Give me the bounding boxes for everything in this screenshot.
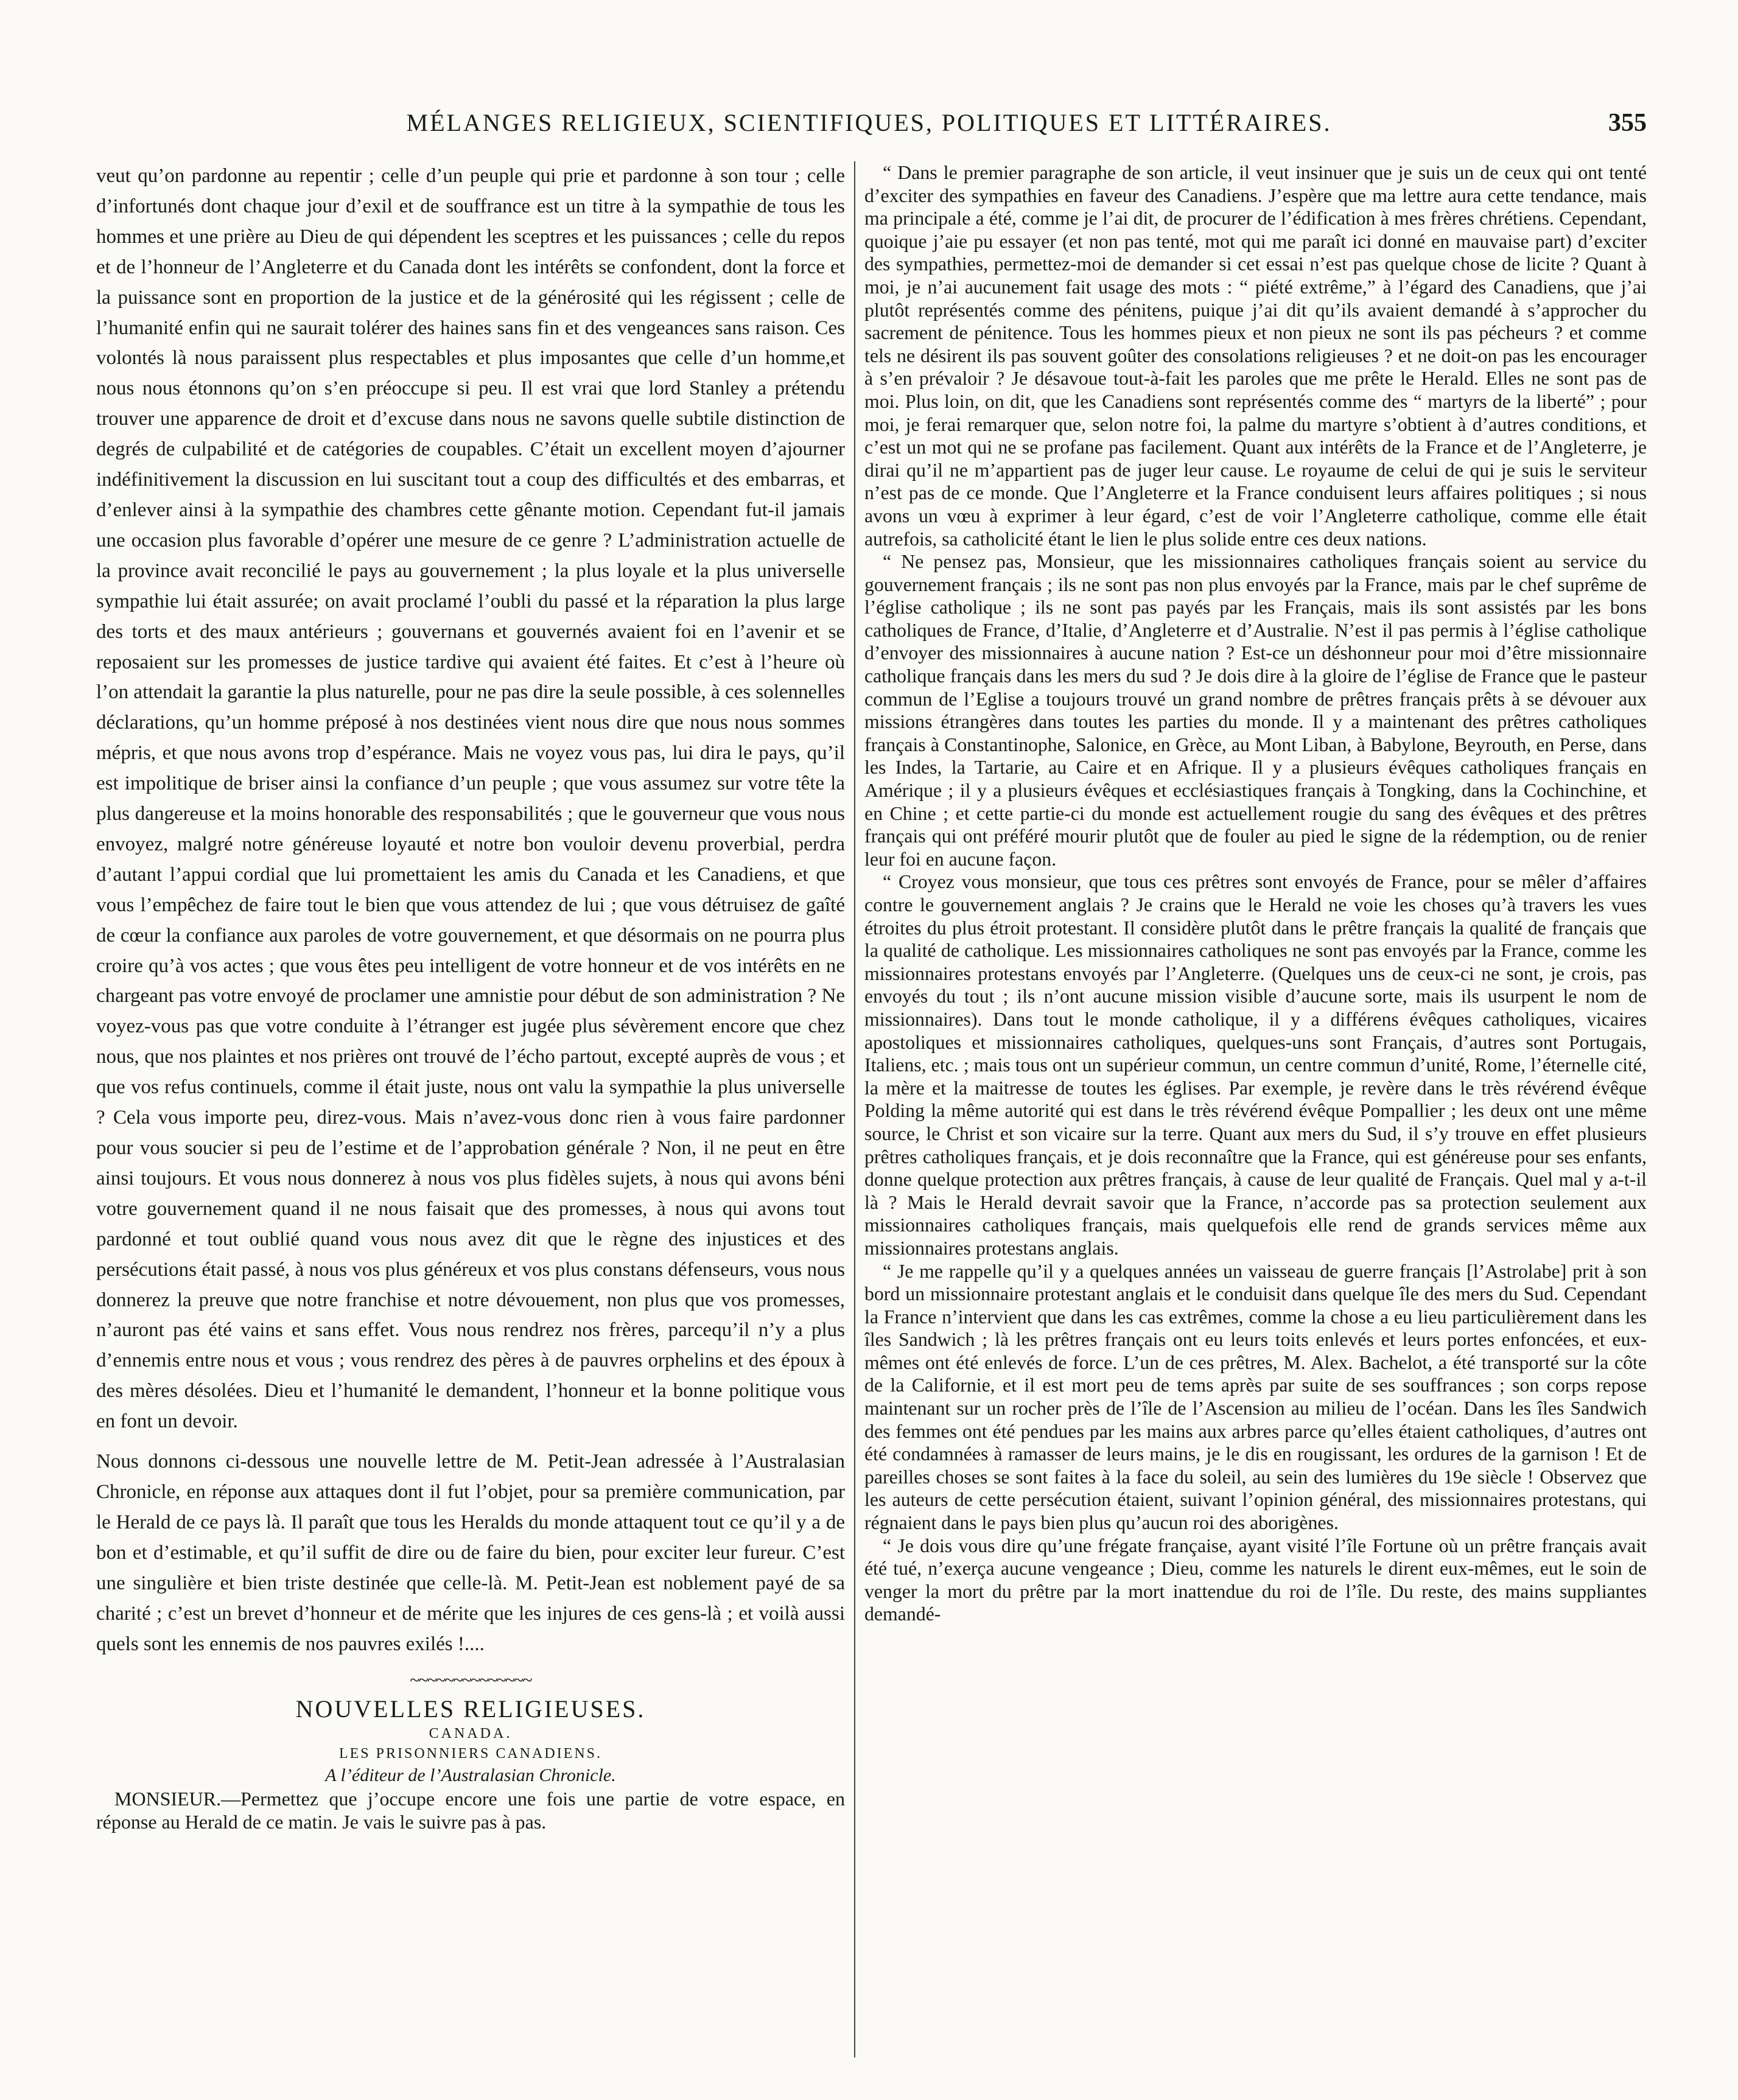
subtitle-topic: LES PRISONNIERS CANADIENS. [338,1746,603,1762]
ornamental-divider: ~~~~~~~~~~~~~~ [410,1670,531,1691]
subtitle-region: CANADA. [429,1726,513,1742]
subtitle-address: A l’éditeur de l’Australasian Chronicle. [325,1765,616,1786]
column-rule [854,161,855,2057]
letter-paragraph: “ Je dois vous dire qu’une frégate française, ayant visité l’île Fortune où un prêtre français avait été tué, n’exerça aucune vengeance ; Dieu, comme les naturels le dirent eux-mêmes, eut le soin de venger la mort du prêtre par la mort inattendue du roi de l’île. Du reste, des mains suppliantes demandé- [864,1535,1647,1625]
page-number: 355 [1608,109,1647,137]
page-header [91,108,1647,151]
letter-paragraph: “ Ne pensez pas, Monsieur, que les missionnaires catholiques français soient au service du gouvernement français ; ils ne sont pas non plus envoyés par la France, mais par le chef suprême de l’église catholique ; ils ne sont pas payés par les Français, mais ils sont assistés par les bons catholiques de France, d’Italie, d’Angleterre et d’Australie. N’est il pas permis à l’église catholique d’envoyer des missionnaires à aucune nation ? Est-ce un déshonneur pour moi d’être missionnaire catholique français dans les mers du sud ? Je dois dire à la gloire de l’église de France que le pasteur commun de l’Eglise a toujours trouvé un grand nombre de prêtres français prêts à se dévouer aux missions étrangères dans toutes les parties du monde. Il y a maintenant des prêtres catholiques français à Constantinophe, Salonice, en Grèce, au Mont Liban, à Babylone, Beyrouth, en Perse, dans les Indes, la Tartarie, au Caire et en Afrique. Il y a plusieurs évêques catholiques français en Amérique ; il y a plusieurs évêques et ecclésiastiques français à Tongking, dans la Cochinchine, et en Chine ; et cette partie-ci du monde est actuellement rougie du sang des évêques et des prêtres français qui ont préféré mourir plutôt que de fouler au pied le signe de la rédemption, ou de renier leur foi en aucune façon. [864,551,1647,870]
letter-paragraph: “ Je me rappelle qu’il y a quelques années un vaisseau de guerre français [l’Astrolabe] prit à son bord un missionnaire protestant anglais et le conduisit dans quelque île des mers du Sud. Cependant la France n’intervient que dans les cas extrêmes, comme la chose a eu lieu particulièrement dans les îles Sandwich ; là les prêtres français ont eu leurs toits enlevés et leurs portes enfoncées, et eux-mêmes ont été enlevés de force. L’un de ces prêtres, M. Alex. Bachelot, a été transporté sur la côte de la Californie, et il est mort peu de tems après par suite de ses souffrances ; son corps repose maintenant sur un rocher près de l’île de l’Ascension au milieu de l’océan. Dans les îles Sandwich des femmes ont été pendues par les mains aux arbres parce qu’elles étaient catholiques, d’autres ont été condamnées à ramasser de leurs mains, je le dis en rougissant, les ordures de la garnison ! Et de pareilles choses se sont faites à la face du soleil, au sein des lumières du 19e siècle ! Observez que les auteurs de cette persécution étaient, suivant l’opinion général, des missionnaires protestans, qui régnaient dans le pays bien plus qu’aucun roi des aborigènes. [864,1260,1647,1534]
letter-paragraph: “ Dans le premier paragraphe de son article, il veut insinuer que je suis un de ceux qui ont tenté d’exciter des sympathies en faveur des Canadiens. J’espère que ma lettre aura cette tendance, mais ma principale a été, comme je l’ai dit, de procurer de l’édification à mes frères chrétiens. Cependant, quoique j’aie pu essayer (et non pas tenté, mot qui me paraît ici donné en mauvaise part) d’exciter des sympathies, permettez-moi de demander si cet essai n’est pas quelque chose de licite ? Quant à moi, je n’ai aucunement fait usage des mots : “ piété extrême,” à l’égard des Canadiens, que j’ai plutôt représentés comme des pénitens, puique j’ai dit qu’ils avaient demandé à s’approcher du sacrement de pénitence. Tous les hommes pieux et non pieux ne sont ils pas pécheurs ? et comme tels ne désirent ils pas souvent goûter des consolations religieuses ? et ne doit-on pas les encourager à s’en prévaloir ? Je désavoue tout-à-fait les paroles que me prête le Herald. Elles ne sont pas de moi. Plus loin, on dit, que les Canadiens sont représentés comme des “ martyrs de la liberté” ; pour moi, je ferai remarquer que, selon notre foi, la palme du martyre s’obtient à d’autres conditions, et c’est un mot qui ne se profane pas facilement. Quant aux intérêts de la France et de l’Angleterre, je dirai qu’il ne m’appartient pas de juger leur cause. Le royaume de celui de qui je suis le serviteur n’est pas de ce monde. Que l’Angleterre et la France conduisent leurs affaires politiques ; si nous avons un vœu à exprimer à leur égard, c’est de voir l’Angleterre catholique, comme elle était autrefois, sa catholicité étant le lien le plus solide entre ces deux nations. [864,162,1647,550]
right-column [864,161,1647,2057]
letter-start: —Permettez que j’occupe encore une fois une partie de votre espace, en réponse au Herald de ce matin. Je vais le suivre pas à pas. [96,1788,845,1833]
left-text-block [96,161,845,1659]
running-title: MÉLANGES RELIGIEUX, SCIENTIFIQUES, POLITIQUES ET LITTÉRAIRES. [406,109,1332,136]
letter-opening [96,1787,845,1833]
left-column [96,161,845,2057]
columns [96,161,1647,2057]
right-text-block [864,161,1647,1626]
intro-paragraph: Nous donnons ci-dessous une nouvelle lettre de M. Petit-Jean adressée à l’Australasian Chronicle, en réponse aux attaques dont il fut l’objet, pour sa première communication, par le Herald de ce pays là. Il paraît que tous les Heralds du monde attaquent tout ce qu’il y a de bon et d’estimable, et qu’il suffit de dire ou de faire du bien, pour exciter leur fureur. C’est une singulière et bien triste destinée que celle-là. M. Petit-Jean est noblement payé de sa charité ; c’est un brevet d’honneur et de mérite que les injures de ces gens-là ; et voilà aussi quels sont les ennemis de nos pauvres exilés !.... [96,1451,845,1655]
section-title: NOUVELLES RELIGIEUSES. [295,1695,646,1723]
letter-salutation: MONSIEUR. [114,1788,222,1810]
editorial-paragraph: veut qu’on pardonne au repentir ; celle d’un peuple qui prie et pardonne à son tour ; celle d’infortunés dont chaque jour d’exil et de souffrance est un titre à la sympathie de tous les hommes et une prière au Dieu de qui dépendent les sceptres et les puissances ; celle du repos et de l’honneur de l’Angleterre et du Canada dont les intérêts se confondent, dont la force et la puissance sont en proportion de la justice et de la générosité qui les régissent ; celle de l’humanité enfin qui ne saurait tolérer des haines sans fin et des vengeances sans raison. Ces volontés là nous paraissent plus respectables et plus imposantes que celle d’un homme,et nous nous étonnons qu’on s’en préoccupe si peu. Il est vrai que lord Stanley a prétendu trouver une apparence de droit et d’excuse dans nous ne savons quelle subtile distinction de degrés de culpabilité et de catégories de coupables. C’était un excellent moyen d’ajourner indéfinitivement la discussion en lui suscitant tout a coup des difficultés et des embarras, et d’enlever ainsi à la sympathie des chambres cette gênante motion. Cependant fut-il jamais une occasion plus favorable d’opérer une mesure de ce genre ? L’administration actuelle de la province avait reconcilié le pays au gouvernement ; la plus loyale et la plus universelle sympathie lui était assurée; on avait proclamé l’oubli du passé et la réparation la plus large des torts et des maux antérieurs ; gouvernans et gouvernés avaient foi en l’avenir et se reposaient sur les promesses de justice tardive qui avaient été faites. Et c’est à l’heure où l’on attendait la garantie la plus naturelle, pour ne pas dire la seule possible, à ces solennelles déclarations, qu’un homme préposé à nos destinées vient nous dire que nous nous sommes mépris, et que nous avons trop d’espérance. Mais ne voyez vous pas, lui dira le pays, qu’il est impolitique de briser ainsi la confiance d’un peuple ; que vous assumez sur votre tête la plus dangereuse et la moins honorable des responsabilités ; que le gouverneur que vous nous envoyez, malgré notre généreuse loyauté et notre bon vouloir devenu proverbial, perdra d’autant l’appui cordial que lui promettaient les amis du Canada et les Canadiens, et que vous l’empêchez de faire tout le bien que vous attendez de lui ; que vous détruisez de gaîté de cœur la confiance aux paroles de votre gouvernement, et que désormais on ne pourra plus croire qu’à vos actes ; que vous êtes peu intelligent de votre honneur et de vos intérêts en ne chargeant pas votre envoyé de proclamer une amnistie pour début de son administration ? Ne voyez-vous pas que votre conduite à l’étranger est jugée plus sévèrement encore que chez nous, que nos plaintes et nos prières ont trouvé de l’écho partout, excepté auprès de vous ; et que vos refus continuels, comme il était juste, nous ont valu la sympathie la plus universelle ? Cela vous importe peu, direz-vous. Mais n’avez-vous donc rien à vous faire pardonner pour vous soucier si peu de l’estime et de l’approbation générale ? Non, il ne peut en être ainsi toujours. Et vous nous donnerez à nous vos plus fidèles sujets, à nous qui avons béni votre gouvernement quand il ne nous faisait que des promesses, à nous qui avons tout pardonné et tout oublié quand vous nous avez dit que le règne des injustices et des persécutions était passé, à nous vos plus généreux et vos plus constans défenseurs, vous nous donnerez la preuve que notre franchise et notre dévouement, non plus que vos promesses, n’auront pas été vains et sans effet. Vous nous rendrez nos frères, parcequ’il n’y a plus d’ennemis entre nous et vous ; vous rendrez des pères à de pauvres orphelins et des époux à des mères désolées. Dieu et l’humanité le demandent, l’honneur et la bonne politique vous en font un devoir. [96,165,845,1433]
letter-paragraph: “ Croyez vous monsieur, que tous ces prêtres sont envoyés de France, pour se mêler d’affaires contre le gouvernement anglais ? Je crains que le Herald ne voie les choses qu’à travers les vues étroites du plus étroit protestant. Il considère plutôt dans le prêtre français la qualité de français que la qualité de catholique. Les missionnaires catholiques ne sont pas envoyés par la France, comme les missionnaires protestans envoyés par l’Angleterre. (Quelques uns de ceux-ci ne sont, je crois, pas envoyés du tout ; ils n’ont aucune mission visible d’aucune sorte, mais ils usurpent le nom de missionnaires). Dans tout le monde catholique, il y a différens évêques catholiques, vicaires apostoliques et missionnaires catholiques, quelques-uns sont Français, d’autres sont Portugais, Italiens, etc. ; mais tous ont un supérieur commun, un centre commun d’unité, Rome, l’éternelle cité, la mère et la maitresse de toutes les églises. Par exemple, je revère dans le très révérend évêque Polding la même autorité qui est dans le très révérend évêque Pompallier ; les deux ont une même source, le Christ et son vicaire sur la terre. Quant aux mers du Sud, il s’y trouve en effet plusieurs prêtres catholiques français, et je dois reconnaître que la France, qui est généreuse pour ses enfants, donne quelque protection aux prêtres français, à cause de leur qualité de Français. Quel mal y a-t-il là ? Mais le Herald devrait savoir que la France, n’accorde pas sa protection seulement aux missionnaires catholiques français, mais quelquefois elle rend de grands services même aux missionnaires protestans anglais. [864,871,1647,1259]
